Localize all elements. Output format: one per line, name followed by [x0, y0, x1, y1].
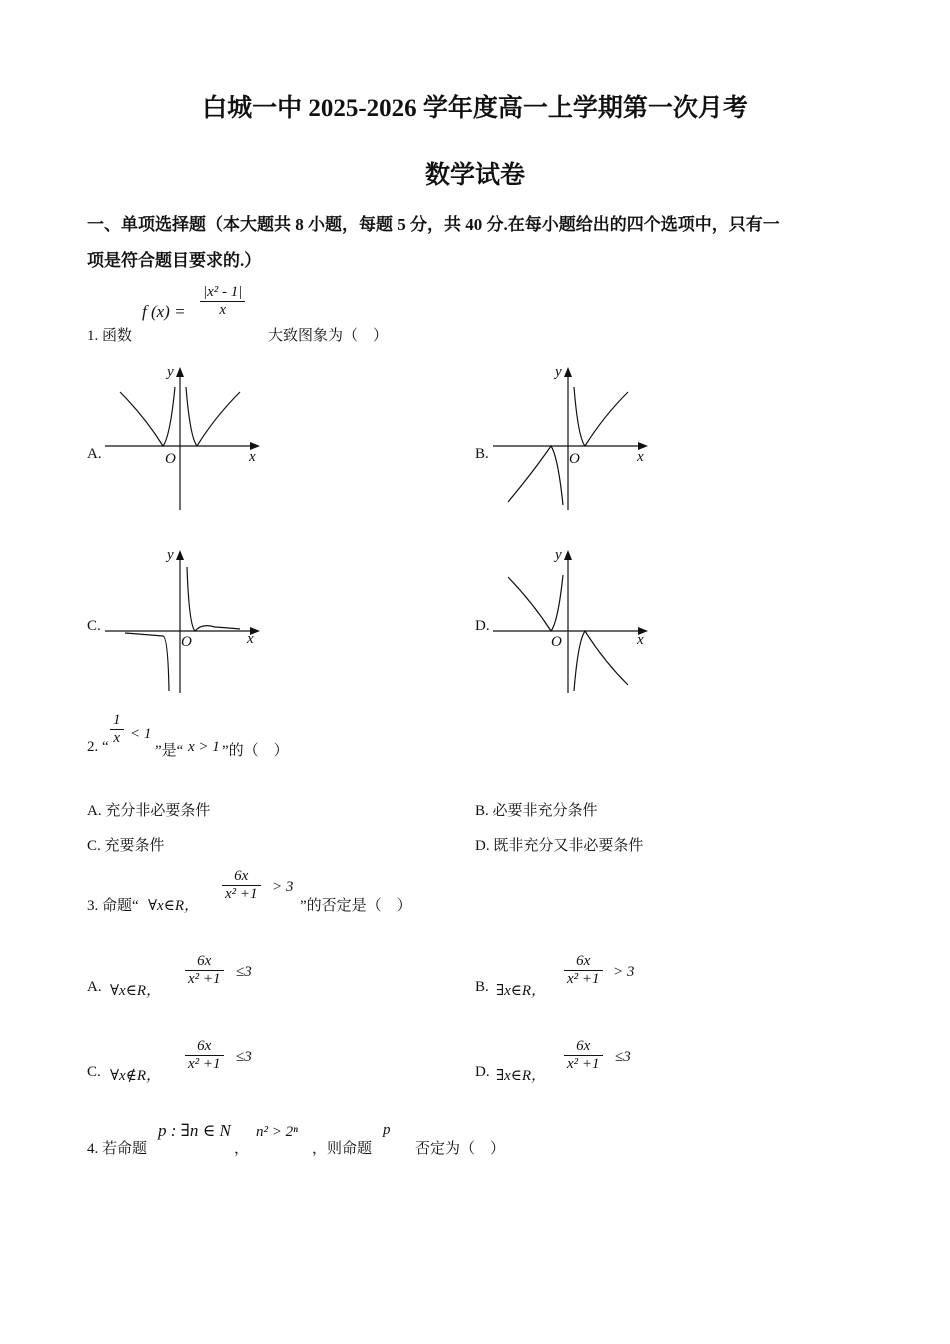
- curve-left: [125, 633, 169, 691]
- q1-option-c-label[interactable]: C.: [87, 618, 101, 634]
- q4-inequality: n² > 2ⁿ: [256, 1124, 298, 1140]
- section-header-line2: 项是符合题目要求的.）: [87, 251, 262, 270]
- x-label: x: [249, 449, 256, 465]
- x-label: x: [637, 632, 644, 648]
- x-label: x: [247, 631, 254, 647]
- frac-num: 6x: [197, 953, 212, 969]
- q2-option-a[interactable]: A. 充分非必要条件: [87, 803, 211, 819]
- y-axis-arrow: [564, 367, 572, 377]
- q3-option-b-rel: > 3: [613, 964, 635, 980]
- q2-fraction: [110, 712, 124, 747]
- origin-label: O: [551, 634, 562, 650]
- q1-formula-lhs: f (x) =: [142, 302, 186, 321]
- q2-relation: < 1: [130, 726, 152, 742]
- q3-option-c-fraction: [185, 1038, 224, 1073]
- q3-quantifier: ∀x∈R，: [148, 898, 199, 914]
- q2-option-b[interactable]: B. 必要非充分条件: [475, 803, 598, 819]
- q2-suffix: ”的（ ）: [222, 743, 289, 759]
- curve-right: [186, 387, 240, 446]
- y-label: y: [167, 547, 174, 563]
- y-axis-arrow: [564, 550, 572, 560]
- q3-option-a-fraction: [185, 953, 224, 988]
- q2-option-d[interactable]: D. 既非充分又非必要条件: [475, 838, 644, 854]
- y-label: y: [555, 547, 562, 563]
- q3-frac-den: x² +1: [225, 886, 258, 902]
- curve-left: [508, 446, 563, 505]
- y-label: y: [167, 364, 174, 380]
- origin-label: O: [181, 634, 192, 650]
- q3-option-d-fraction: [564, 1038, 603, 1073]
- q4-proposition: p : ∃n ∈ N: [158, 1121, 231, 1140]
- q3-option-a-rel: ≤3: [236, 964, 252, 980]
- q4-p: p: [383, 1122, 391, 1138]
- curve-right: [574, 387, 628, 446]
- page-title: 白城一中 2025-2026 学年度高一上学期第一次月考: [202, 95, 748, 122]
- q3-option-c-quant: ∀x∉R，: [110, 1068, 161, 1084]
- q1-prefix: 1. 函数: [87, 328, 133, 344]
- q3-option-b-fraction: [564, 953, 603, 988]
- q3-frac-num: 6x: [234, 868, 249, 884]
- curve-right: [187, 567, 240, 631]
- q4-mid: ，则命题: [312, 1141, 373, 1157]
- q3-option-a-label[interactable]: A.: [87, 979, 102, 995]
- q3-relation: > 3: [272, 879, 294, 895]
- curve-left: [508, 575, 563, 631]
- q4-suffix: 否定为（ ）: [415, 1141, 506, 1157]
- q3-fraction: [222, 868, 261, 903]
- y-label: y: [555, 364, 562, 380]
- curve-left: [120, 387, 175, 446]
- frac-num: 6x: [197, 1038, 212, 1054]
- frac-den: x² +1: [567, 1056, 600, 1072]
- graph-a: [105, 362, 265, 512]
- q1-formula-num: |x² - 1|: [203, 284, 243, 300]
- q1-option-b-label[interactable]: B.: [475, 446, 489, 462]
- q1-formula-den: x: [219, 302, 227, 318]
- curve-right: [574, 631, 628, 691]
- q4-prefix: 4. 若命题: [87, 1141, 148, 1157]
- q1-option-a-label[interactable]: A.: [87, 446, 102, 462]
- q3-option-b-quant: ∃x∈R，: [496, 983, 547, 999]
- graph-c: [105, 545, 265, 695]
- q3-option-d-label[interactable]: D.: [475, 1064, 490, 1080]
- q3-option-a-quant: ∀x∈R，: [110, 983, 161, 999]
- q1-suffix: 大致图象为（ ）: [268, 328, 389, 344]
- q3-option-d-quant: ∃x∈R，: [496, 1068, 547, 1084]
- frac-den: x² +1: [188, 1056, 221, 1072]
- q1-formula-fraction: [200, 284, 245, 319]
- y-axis-arrow: [176, 367, 184, 377]
- q3-option-b-label[interactable]: B.: [475, 979, 489, 995]
- x-label: x: [637, 449, 644, 465]
- q2-frac-num: 1: [113, 712, 121, 728]
- q2-frac-den: x: [113, 730, 121, 746]
- q4-comma: ，: [234, 1141, 250, 1157]
- frac-num: 6x: [576, 1038, 591, 1054]
- y-axis-arrow: [176, 550, 184, 560]
- origin-label: O: [165, 451, 176, 467]
- q1-option-d-label[interactable]: D.: [475, 618, 490, 634]
- page-subtitle: 数学试卷: [424, 162, 525, 189]
- q3-suffix: ”的否定是（ ）: [300, 898, 412, 914]
- q3-option-c-rel: ≤3: [236, 1049, 252, 1065]
- q2-mid: ”是“: [155, 743, 184, 759]
- graph-d: [493, 545, 653, 695]
- q2-option-c[interactable]: C. 充要条件: [87, 838, 165, 854]
- q3-option-c-label[interactable]: C.: [87, 1064, 101, 1080]
- frac-num: 6x: [576, 953, 591, 969]
- frac-den: x² +1: [188, 971, 221, 987]
- graph-b: [493, 362, 653, 512]
- q3-prefix: 3. 命题“: [87, 898, 139, 914]
- section-header-line1: 一、单项选择题（本大题共 8 小题，每题 5 分，共 40 分.在每小题给出的四个选项中，只有一: [87, 215, 780, 234]
- frac-den: x² +1: [567, 971, 600, 987]
- q3-option-d-rel: ≤3: [615, 1049, 631, 1065]
- origin-label: O: [569, 451, 580, 467]
- q2-condition: x > 1: [188, 739, 220, 755]
- q2-prefix: 2. “: [87, 739, 109, 755]
